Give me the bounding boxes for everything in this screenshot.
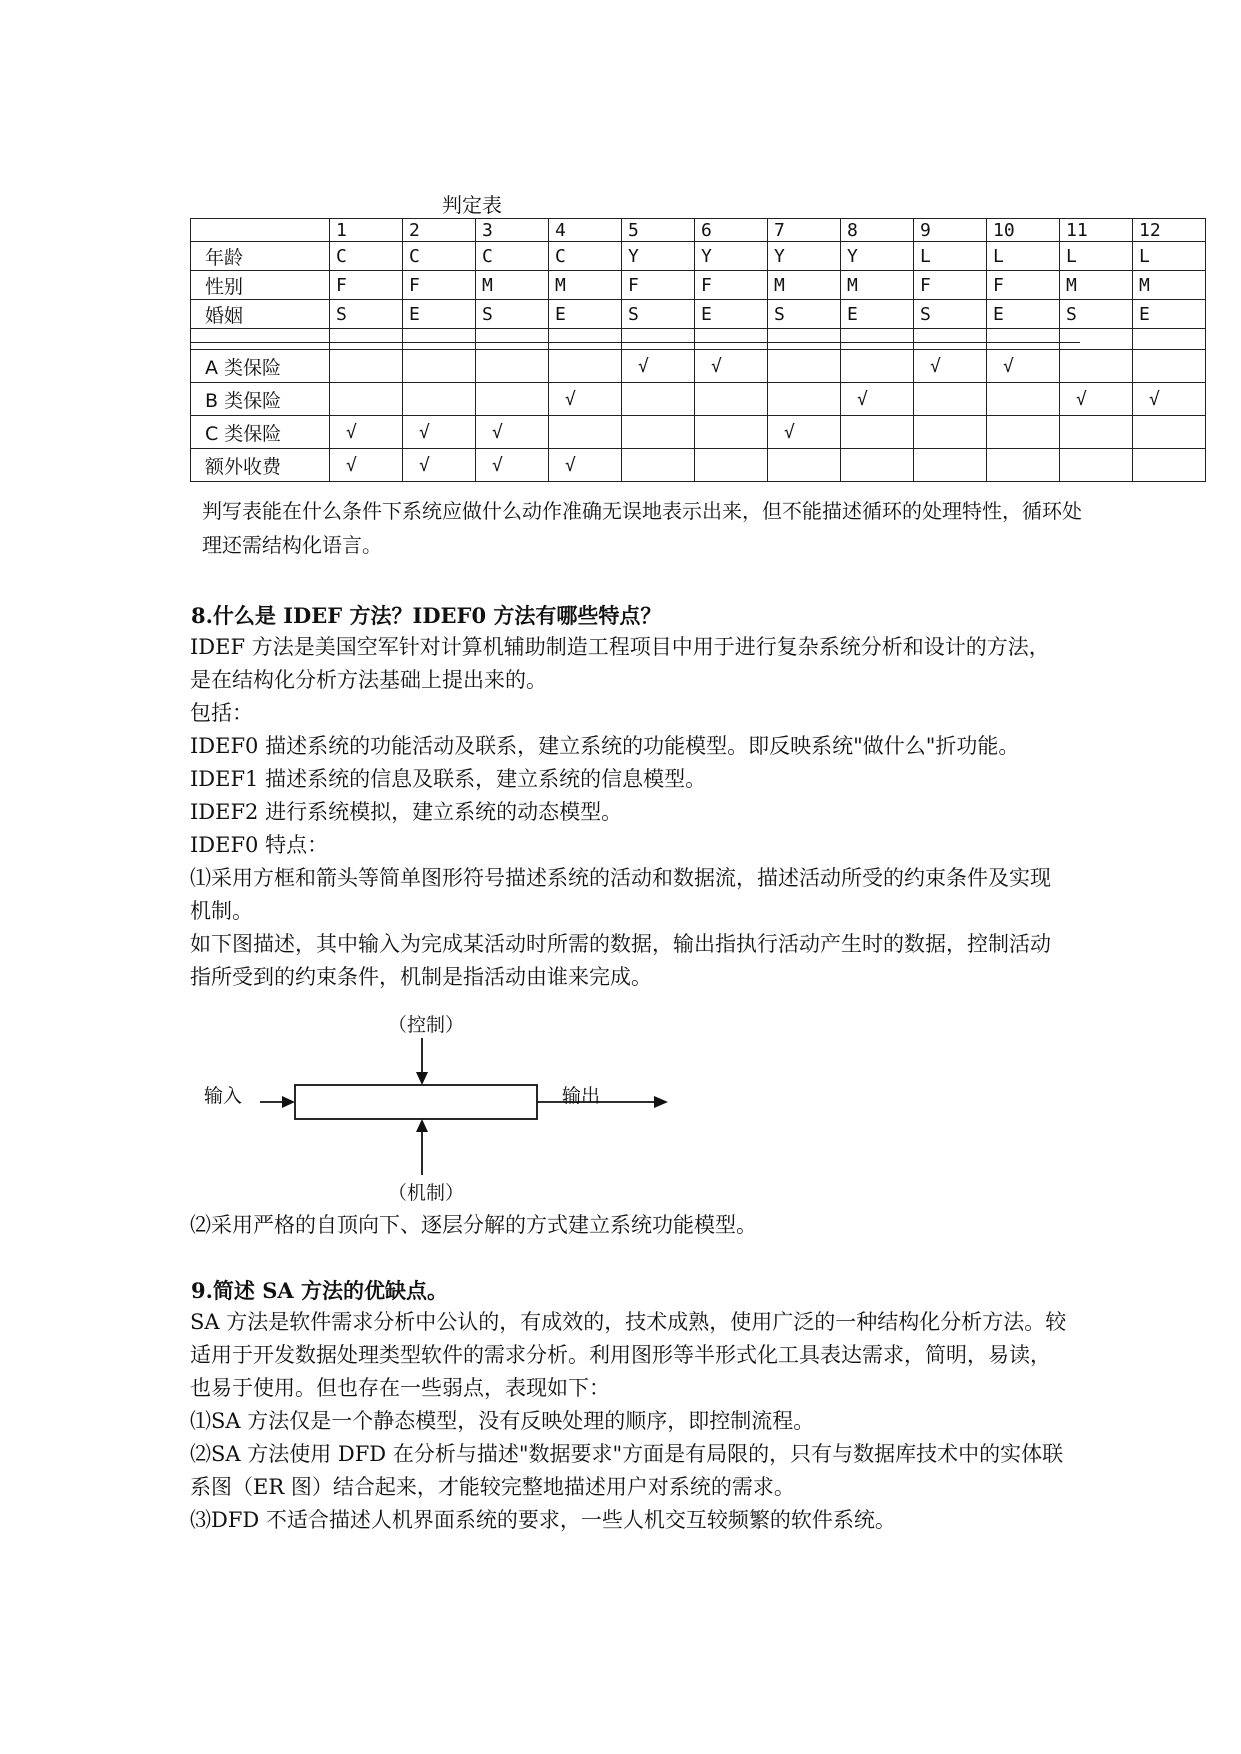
- table-cell: [1060, 329, 1133, 350]
- table-cell: [914, 449, 987, 482]
- table-cell: [622, 383, 695, 416]
- table-cell: [987, 449, 1060, 482]
- table-cell: 8: [841, 219, 914, 242]
- table-cell: 1: [330, 219, 403, 242]
- table-cell: 6: [695, 219, 768, 242]
- row-label: [191, 219, 330, 242]
- table-cell: [330, 329, 403, 350]
- table-cell: [403, 329, 476, 350]
- table-cell: [1133, 329, 1206, 350]
- table-cell: √: [549, 449, 622, 482]
- paragraph: 包括：: [190, 701, 253, 725]
- table-cell: 11: [1060, 219, 1133, 242]
- table-cell: [987, 416, 1060, 449]
- table-cell: [476, 383, 549, 416]
- idef0-diagram: [190, 1015, 690, 1215]
- table-cell: [1133, 416, 1206, 449]
- table-cell: √: [403, 416, 476, 449]
- decision-table: [190, 218, 1206, 482]
- table-cell: 2: [403, 219, 476, 242]
- table-cell: M: [1133, 271, 1206, 300]
- table-cell: [841, 449, 914, 482]
- action-row: [191, 449, 1206, 482]
- table-cell: S: [330, 300, 403, 329]
- decision-table-title: 判定表: [442, 193, 502, 217]
- table-cell: S: [768, 300, 841, 329]
- table-cell: E: [1133, 300, 1206, 329]
- section-9-body: [190, 1306, 1070, 1537]
- table-cell: 5: [622, 219, 695, 242]
- paragraph: IDEF1 描述系统的信息及联系，建立系统的信息模型。: [190, 767, 707, 791]
- table-cell: √: [476, 416, 549, 449]
- section-8-body: [190, 631, 1070, 994]
- row-label: 额外收费: [191, 449, 330, 482]
- table-cell: [987, 329, 1060, 350]
- table-cell: E: [841, 300, 914, 329]
- table-cell: C: [476, 242, 549, 271]
- table-cell: C: [549, 242, 622, 271]
- output-label: 输出: [562, 1085, 601, 1107]
- table-cell: [549, 329, 622, 350]
- table-cell: F: [914, 271, 987, 300]
- row-label: 婚姻: [191, 300, 330, 329]
- table-cell: [403, 383, 476, 416]
- table-cell: M: [1060, 271, 1133, 300]
- table-cell: F: [622, 271, 695, 300]
- table-cell: [1133, 449, 1206, 482]
- table-cell: [330, 350, 403, 383]
- table-cell: [1060, 350, 1133, 383]
- condition-row: [191, 242, 1206, 271]
- paragraph: SA 方法是软件需求分析中公认的，有成效的，技术成熟，使用广泛的一种结构化分析方法。较适用于开发数据处理类型软件的需求分析。利用图形等半形式化工具表达需求，简明，易读，也易于使用。但也存在一些弱点，表现如下：: [190, 1310, 1067, 1400]
- table-cell: √: [1133, 383, 1206, 416]
- row-label: B 类保险: [191, 383, 330, 416]
- row-label: [191, 329, 330, 350]
- paragraph: ⑵SA 方法使用 DFD 在分析与描述"数据要求"方面是有局限的，只有与数据库技术中的实体联系图（ER 图）结合起来，才能较完整地描述用户对系统的需求。: [190, 1442, 1064, 1499]
- condition-row: [191, 300, 1206, 329]
- table-cell: [622, 449, 695, 482]
- table-cell: E: [549, 300, 622, 329]
- table-cell: F: [695, 271, 768, 300]
- paragraph: ⑵采用严格的自顶向下、逐层分解的方式建立系统功能模型。: [190, 1213, 757, 1237]
- table-cell: √: [549, 383, 622, 416]
- paragraph: ⑶DFD 不适合描述人机界面系统的要求，一些人机交互较频繁的软件系统。: [190, 1508, 896, 1532]
- table-cell: [987, 383, 1060, 416]
- table-cell: E: [695, 300, 768, 329]
- table-cell: [768, 449, 841, 482]
- section-8-after-diagram: [190, 1209, 1070, 1242]
- control-arrowhead: [416, 1072, 428, 1085]
- input-arrowhead: [282, 1096, 295, 1108]
- table-cell: [403, 350, 476, 383]
- table-cell: 4: [549, 219, 622, 242]
- output-arrowhead: [654, 1096, 668, 1108]
- table-cell: 3: [476, 219, 549, 242]
- table-cell: [549, 416, 622, 449]
- table-cell: √: [476, 449, 549, 482]
- table-cell: √: [403, 449, 476, 482]
- paragraph: IDEF 方法是美国空军针对计算机辅助制造工程项目中用于进行复杂系统分析和设计的方法，是在结构化分析方法基础上提出来的。: [190, 635, 1050, 692]
- table-cell: √: [622, 350, 695, 383]
- table-cell: [841, 350, 914, 383]
- input-label: 输入: [204, 1085, 243, 1107]
- table-cell: 10: [987, 219, 1060, 242]
- separator-row: [191, 329, 1206, 350]
- table-cell: 9: [914, 219, 987, 242]
- table-cell: E: [403, 300, 476, 329]
- paragraph: 如下图描述，其中输入为完成某活动时所需的数据，输出指执行活动产生时的数据，控制活动指所受到的约束条件，机制是指活动由谁来完成。: [190, 932, 1051, 989]
- table-cell: S: [914, 300, 987, 329]
- table-cell: [841, 416, 914, 449]
- table-cell: [1060, 449, 1133, 482]
- table-cell: Y: [622, 242, 695, 271]
- table-cell: [768, 350, 841, 383]
- table-cell: L: [1060, 242, 1133, 271]
- table-cell: √: [330, 449, 403, 482]
- table-cell: [914, 329, 987, 350]
- action-row: [191, 350, 1206, 383]
- table-cell: L: [1133, 242, 1206, 271]
- table-cell: S: [476, 300, 549, 329]
- paragraph: IDEF0 特点：: [190, 833, 329, 857]
- table-cell: [768, 383, 841, 416]
- table-cell: √: [695, 350, 768, 383]
- mechanism-arrowhead: [416, 1119, 428, 1132]
- condition-row: [191, 271, 1206, 300]
- table-cell: Y: [695, 242, 768, 271]
- table-cell: √: [1060, 383, 1133, 416]
- table-cell: [914, 383, 987, 416]
- table-cell: S: [1060, 300, 1133, 329]
- table-cell: F: [403, 271, 476, 300]
- table-cell: [841, 329, 914, 350]
- table-header-row: [191, 219, 1206, 242]
- table-cell: [622, 416, 695, 449]
- table-cell: [695, 383, 768, 416]
- action-row: [191, 416, 1206, 449]
- table-cell: √: [841, 383, 914, 416]
- control-label: （控制）: [388, 1014, 465, 1036]
- paragraph: IDEF0 描述系统的功能活动及联系，建立系统的功能模型。即反映系统"做什么"折功能。: [190, 734, 1020, 758]
- section-9-heading: 9.简述 SA 方法的优缺点。: [191, 1278, 449, 1303]
- table-cell: √: [768, 416, 841, 449]
- table-cell: [1060, 416, 1133, 449]
- table-cell: M: [549, 271, 622, 300]
- table-cell: M: [476, 271, 549, 300]
- table-separator-line: [190, 342, 1080, 343]
- table-cell: 7: [768, 219, 841, 242]
- section-8-heading: 8.什么是 IDEF 方法？IDEF0 方法有哪些特点？: [191, 603, 662, 628]
- table-cell: Y: [841, 242, 914, 271]
- table-cell: [695, 416, 768, 449]
- table-cell: L: [987, 242, 1060, 271]
- paragraph: IDEF2 进行系统模拟，建立系统的动态模型。: [190, 800, 623, 824]
- table-cell: √: [330, 416, 403, 449]
- table-cell: [695, 329, 768, 350]
- table-cell: [476, 329, 549, 350]
- table-cell: S: [622, 300, 695, 329]
- activity-box: [295, 1085, 537, 1119]
- table-cell: L: [914, 242, 987, 271]
- table-cell: F: [987, 271, 1060, 300]
- table-cell: [1133, 350, 1206, 383]
- table-cell: E: [987, 300, 1060, 329]
- table-cell: √: [914, 350, 987, 383]
- table-cell: C: [403, 242, 476, 271]
- mechanism-label: （机制）: [388, 1182, 465, 1204]
- table-cell: [914, 416, 987, 449]
- table-cell: [549, 350, 622, 383]
- paragraph: ⑴SA 方法仅是一个静态模型，没有反映处理的顺序，即控制流程。: [190, 1409, 815, 1433]
- decision-table-note: 判写表能在什么条件下系统应做什么动作准确无误地表示出来，但不能描述循环的处理特性，循环处理还需结构化语言。: [202, 499, 1082, 557]
- table-cell: M: [841, 271, 914, 300]
- paragraph: ⑴采用方框和箭头等简单图形符号描述系统的活动和数据流，描述活动所受的约束条件及实现机制。: [190, 866, 1051, 923]
- row-label: 年龄: [191, 242, 330, 271]
- table-cell: 12: [1133, 219, 1206, 242]
- table-cell: M: [768, 271, 841, 300]
- row-label: 性别: [191, 271, 330, 300]
- table-cell: [695, 449, 768, 482]
- table-cell: Y: [768, 242, 841, 271]
- table-cell: [768, 329, 841, 350]
- table-cell: F: [330, 271, 403, 300]
- row-label: C 类保险: [191, 416, 330, 449]
- table-cell: [476, 350, 549, 383]
- row-label: A 类保险: [191, 350, 330, 383]
- table-cell: C: [330, 242, 403, 271]
- action-row: [191, 383, 1206, 416]
- table-cell: [622, 329, 695, 350]
- table-cell: [330, 383, 403, 416]
- table-cell: √: [987, 350, 1060, 383]
